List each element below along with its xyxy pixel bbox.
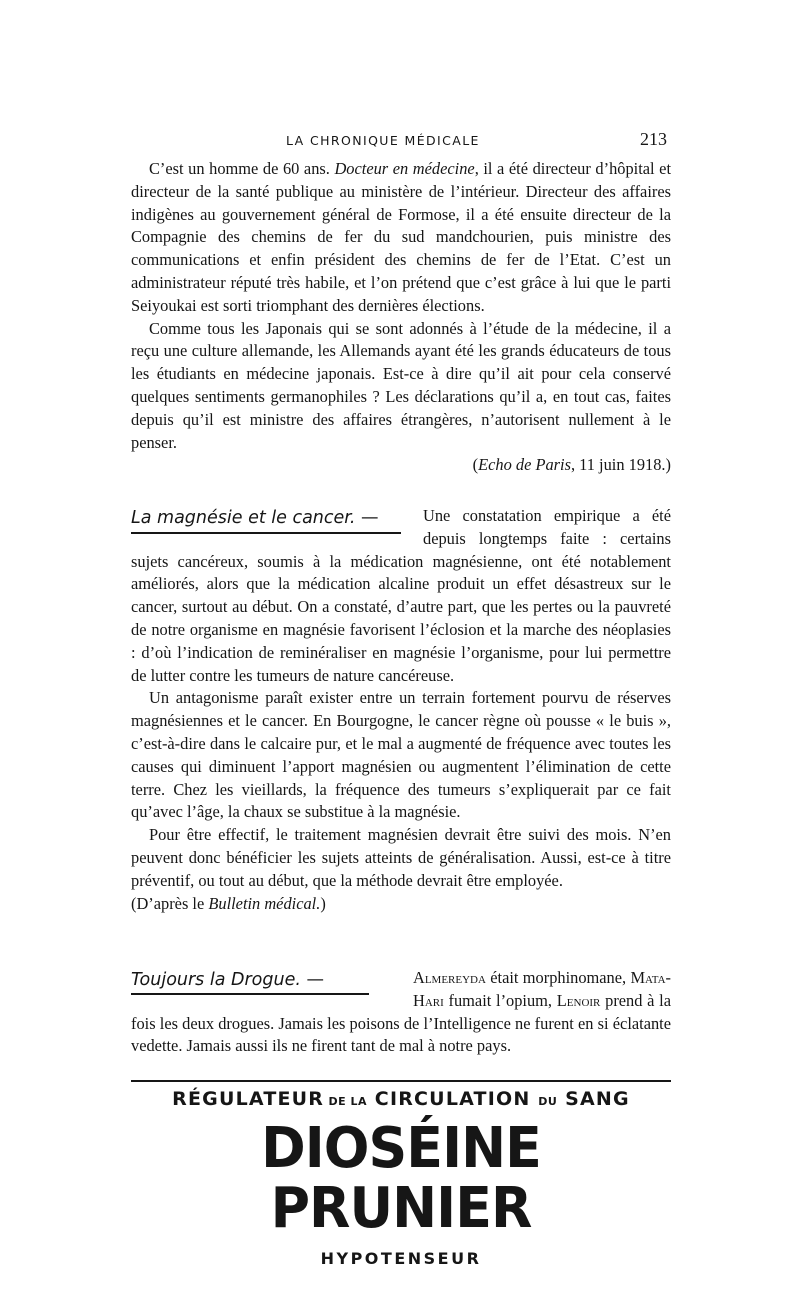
italic-text: Echo de Paris <box>478 455 571 475</box>
title-text: La magnésie et le cancer. <box>131 508 356 528</box>
ad-word: LA <box>350 1095 367 1108</box>
text-run: Un antagonisme paraît exister entre un terrain fortement pourvu de réserves magnésiennes et le cancer. En Bourgogne, le cancer règne où pousse « le buis », c’est-à-dire dans le calcaire pur, et le mal a augmenté de fréquence avec toutes les causes qui diminuent l’apport magnésien ou augmentent l’élimination de cette terre. Chez les vieillards, la fréquence des tumeurs s’expliquerait par ce fait qu’avec l’âge, la chaux se substitue à la magnésie. <box>131 688 671 822</box>
ad-word: SANG <box>557 1088 630 1110</box>
ad-product-name: DIOSÉINE PRUNIER <box>261 1116 541 1241</box>
running-title: LA CHRONIQUE MÉDICALE <box>286 133 480 148</box>
section-title <box>131 969 403 991</box>
text-run: Pour être effectif, le traitement magnésien devrait être suivi des mois. N’en peuvent donc bénéficier les sujets atteints de généralisation. Aussi, est-ce à titre préventif, ou tout au début, que la méthode devrait être employée. <box>131 825 671 890</box>
text-run: , 11 juin 1918.) <box>570 455 671 475</box>
title-dash: — <box>355 508 379 528</box>
article-continuation <box>131 158 671 477</box>
text-run: Une constatation empirique a été depuis longtemps faite : certains sujets cancéreux, soumis à la médication magnésienne, ont été notablement améliorés, alors que la médication alcaline produit un effet désastreux sur le cancer, surtout au début. On a constaté, d’autre part, que les pertes ou la pauvreté de notre organisme en magnésie favorisent l’éclosion et la marche des néoplasies : d’où l’indication de reminéraliser en magnésie l’organisme, pour lui permettre de lutter contre les tumeurs de nature cancéreuse. <box>131 506 671 685</box>
paragraph <box>131 824 671 892</box>
paragraph <box>131 318 671 455</box>
text-run: ) <box>320 893 326 913</box>
text-run: était morphinomane, <box>485 968 631 987</box>
ad-tagline <box>131 1086 671 1115</box>
separator-rule <box>131 1080 671 1082</box>
paragraph <box>131 158 671 318</box>
section-title <box>131 507 413 529</box>
text-run: fumait l’opium, <box>443 990 557 1010</box>
text-run: ( <box>472 455 479 475</box>
source-citation <box>131 454 671 477</box>
section-magnesie <box>131 505 671 915</box>
section-heading <box>131 969 403 995</box>
title-dash: — <box>300 970 324 990</box>
ad-word: DU <box>538 1095 558 1108</box>
text-run: C’est un homme de 60 ans. <box>149 159 335 178</box>
ad-word: RÉGULATEUR <box>172 1088 325 1110</box>
page-number: 213 <box>640 129 667 149</box>
heading-underline <box>131 993 369 995</box>
ad-subtitle: HYPOTENSEUR <box>320 1249 482 1268</box>
section-heading <box>131 507 413 534</box>
heading-underline <box>131 532 401 534</box>
text-run: , il a été directeur d’hôpital et directeur de la santé publique au ministère de l’intérieur. Directeur des affaires indigènes au gouvernement général de Formose, il a été ensuite directeur de la Compagnie des chemins de fer du sud mandchourien, puis ministre des communications et enfin président des chemins de fer de l’Etat. C’est un administrateur réputé très habile, et l’on prétend que c’est grâce à lui que le parti Seiyoukai est sorti triomphant des dernières élections. <box>131 159 672 315</box>
source-citation <box>131 893 671 916</box>
text-run: (D’après le <box>131 893 209 913</box>
person-name: Mata-Hari <box>413 968 671 1010</box>
italic-text: Docteur en médecine <box>334 159 475 178</box>
ad-word: CIRCULATION <box>366 1088 539 1110</box>
text-run: Comme tous les Japonais qui se sont adonnés à l’étude de la médecine, il a reçu une culture allemande, les Allemands ayant été les grands éducateurs de tous les étudiants en médecine japonais. Est-ce à dire qu’il ait pour cela conservé quelques sentiments germanophiles ? Les déclarations qu’il a, en tout cas, faites depuis qu’il est ministre des affaires étrangères, n’autorisent nullement à le penser. <box>131 318 671 452</box>
italic-text: Bulletin médical. <box>208 893 321 913</box>
text-run: prend à la fois les deux drogues. Jamais les poisons de l’Intelligence ne furent en si éclatante vedette. Jamais aussi ils ne firent tant de mal à notre pays. <box>131 990 672 1056</box>
section-drogue <box>131 967 671 1058</box>
advertisement <box>131 1086 671 1268</box>
person-name: Almereyda <box>413 968 486 987</box>
person-name: Lenoir <box>556 990 601 1010</box>
running-header <box>131 129 671 157</box>
ad-word: DE <box>324 1095 351 1108</box>
paragraph <box>131 687 671 824</box>
title-text: Toujours la Drogue. <box>131 970 301 990</box>
